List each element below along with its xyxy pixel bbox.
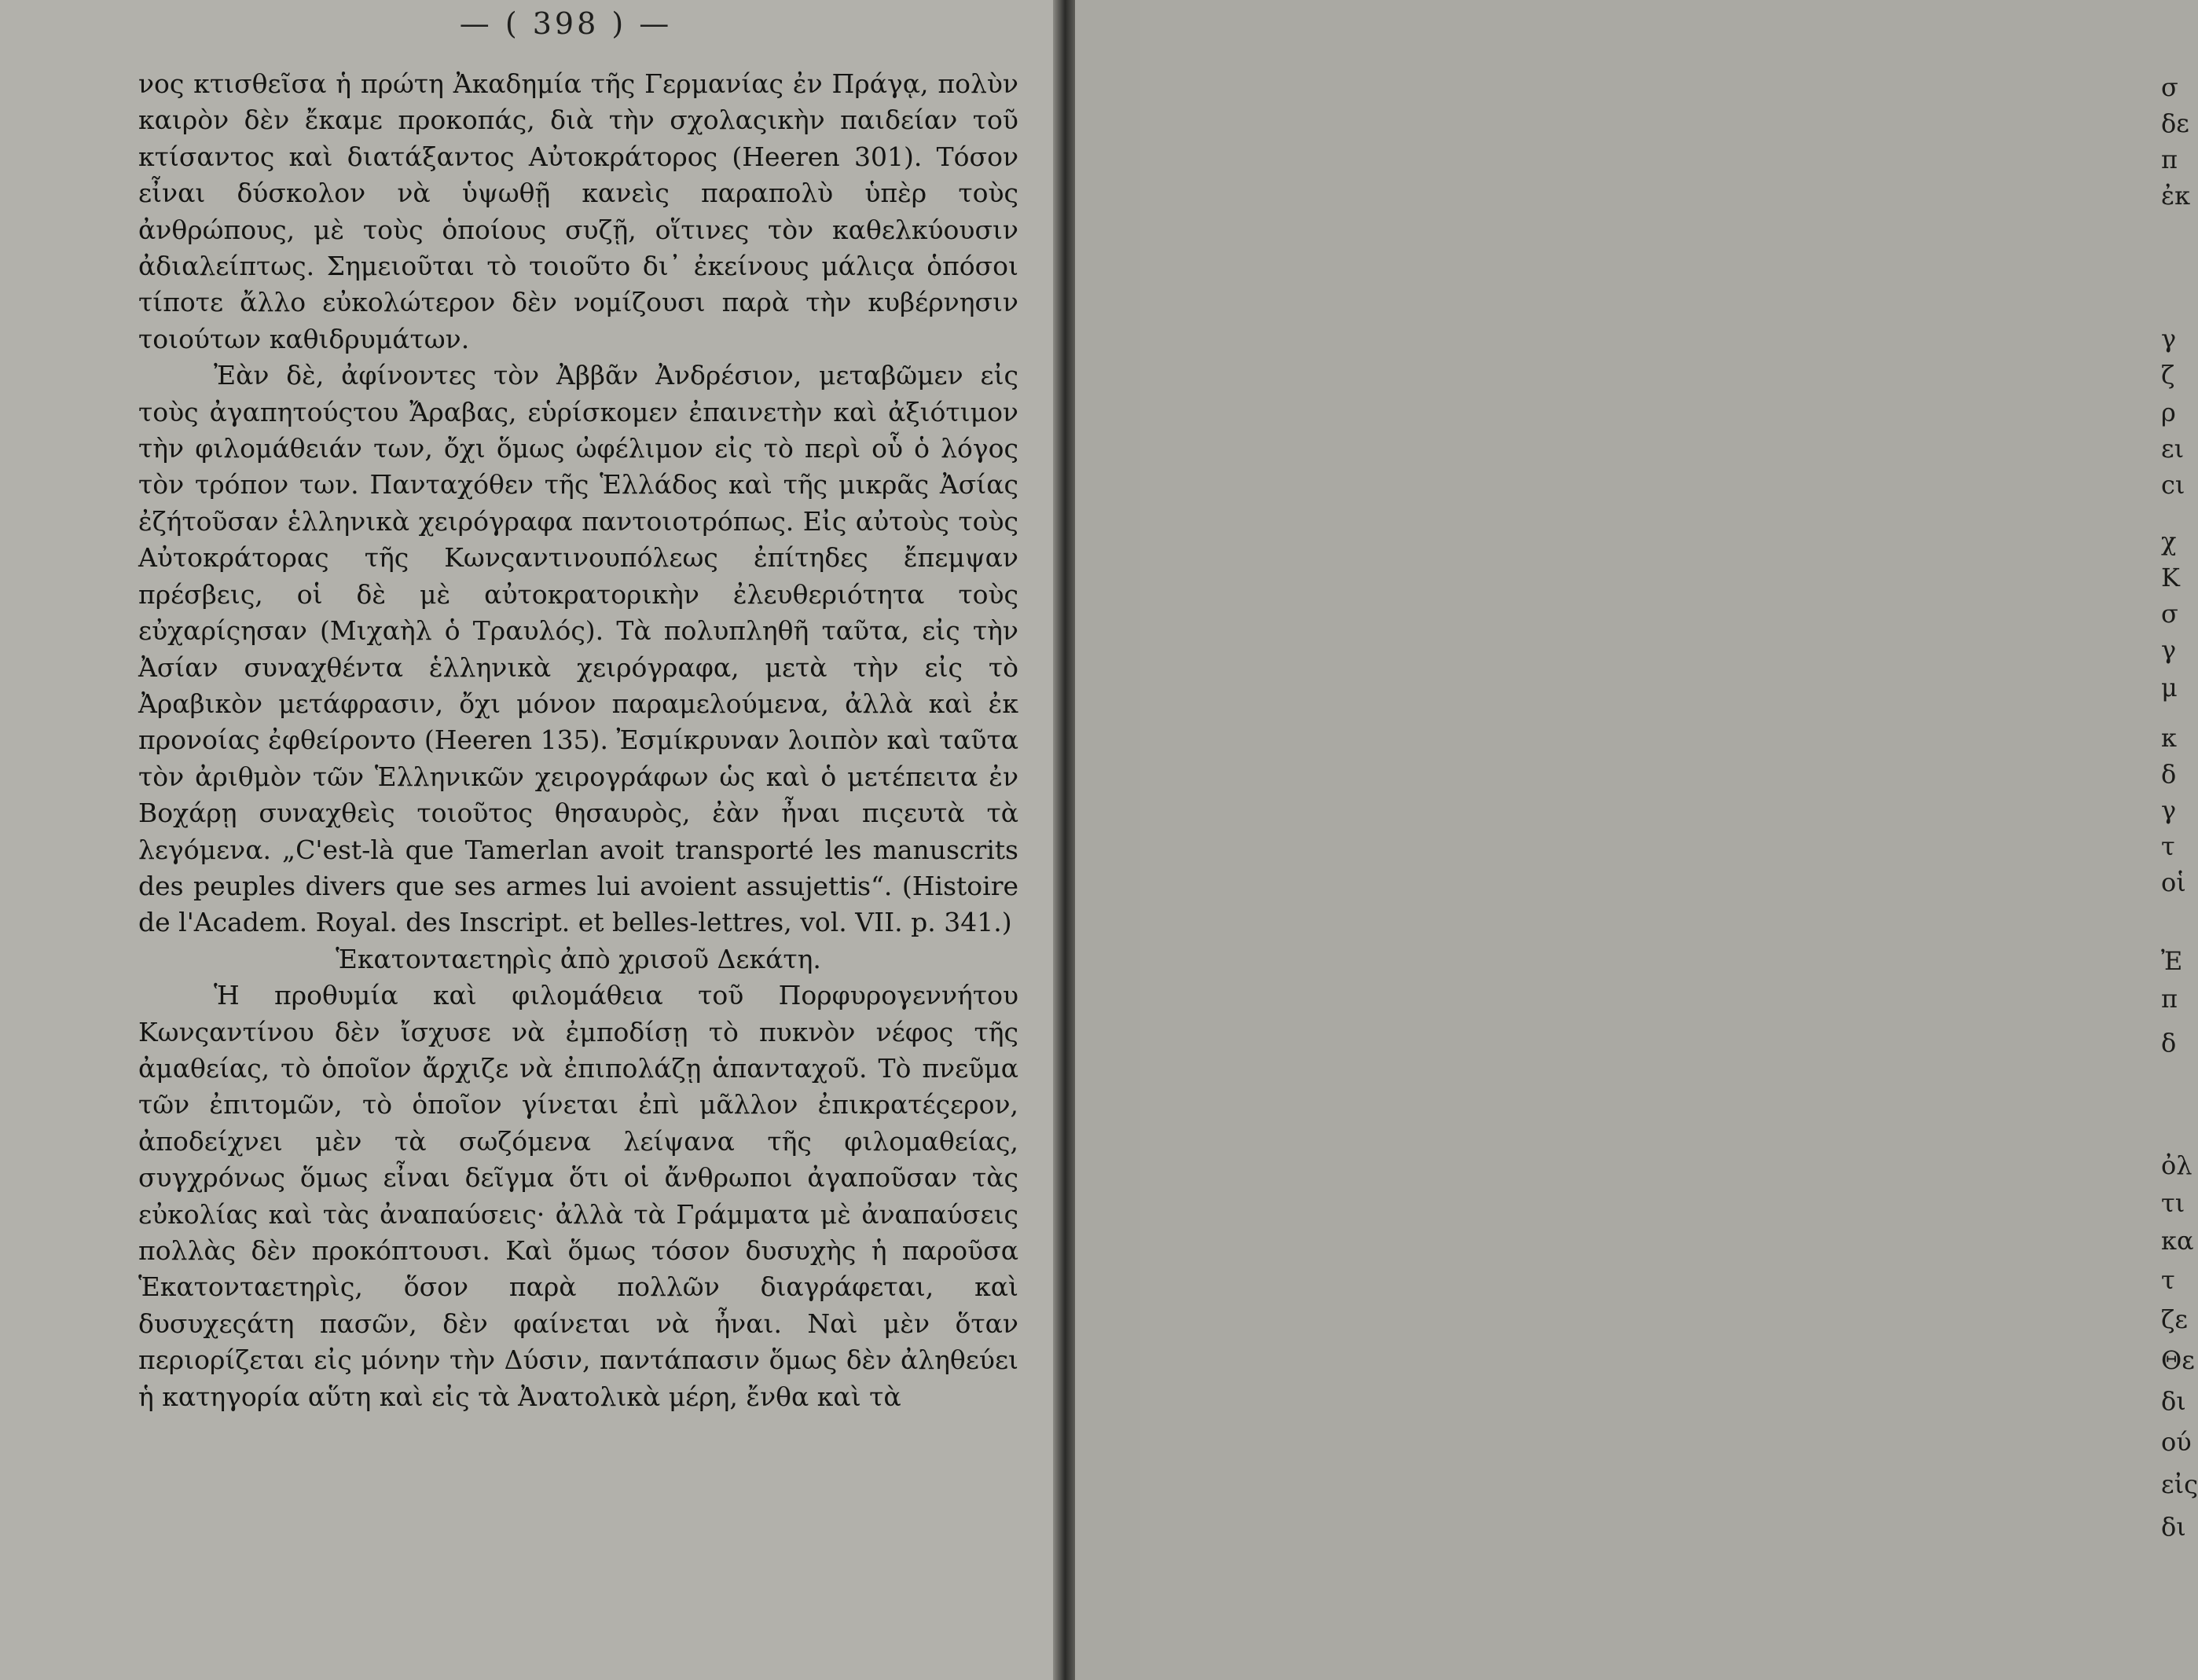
- margin-fragment: Κ: [2161, 563, 2180, 592]
- margin-fragment: οἱ: [2161, 868, 2186, 897]
- margin-fragment: π: [2161, 145, 2178, 174]
- margin-fragment: γ: [2161, 324, 2177, 354]
- page-number: — ( 398 ) —: [459, 6, 673, 41]
- margin-fragment: ρ: [2161, 398, 2176, 427]
- margin-fragment: σ: [2161, 599, 2178, 629]
- margin-fragment: τ: [2161, 831, 2175, 861]
- margin-fragment: cι: [2161, 470, 2185, 500]
- margin-fragment: Ἐ: [2161, 946, 2183, 976]
- paragraph-1: νος κτισθεῖσα ἡ πρώτη Ἀκαδημία τῆς Γερμανίας ἐν Πράγᾳ, πολὺν καιρὸν δὲν ἔκαμε προκοπάς, διὰ τὴν σχολαςικὴν παιδείαν τοῦ κτίσαντος καὶ διατάξαντος Αὐτοκράτορος (Heeren 301). Τόσον εἶναι δύσκολον νὰ ὑψωθῇ κανεὶς παραπολὺ ὑπὲρ τοὺς ἀνθρώπους, μὲ τοὺς ὁποίους συζῇ, οἵτινες τὸν καθελκύουσιν ἀδιαλείπτως. Σημειοῦται τὸ τοιοῦτο δι᾽ ἐκείνους μάλιςα ὁπόσοι τίποτε ἄλλο εὐκολώτερον δὲν νομίζουσι παρὰ τὴν κυβέρνησιν τοιούτων καθιδρυμάτων.: [138, 68, 1018, 354]
- margin-fragment: χ: [2161, 526, 2177, 556]
- adjacent-page-edge: [1075, 0, 2198, 1680]
- margin-fragment: ού: [2161, 1427, 2192, 1457]
- book-page: [0, 0, 1069, 1680]
- margin-fragment: Θε: [2161, 1345, 2195, 1375]
- margin-fragment: κ: [2161, 723, 2177, 753]
- text-block: [138, 66, 1018, 1415]
- margin-fragment: π: [2161, 984, 2178, 1014]
- margin-fragment: ζ: [2161, 360, 2175, 390]
- margin-fragment: ζε: [2161, 1304, 2188, 1334]
- book-gutter: [1053, 0, 1075, 1680]
- margin-fragment: κα: [2161, 1226, 2194, 1256]
- margin-fragment: ὀλ: [2161, 1150, 2192, 1180]
- margin-fragment: σ: [2161, 72, 2178, 102]
- margin-fragment: δ: [2161, 759, 2177, 789]
- margin-fragment: δ: [2161, 1028, 2177, 1058]
- margin-fragment: δε: [2161, 108, 2189, 138]
- margin-fragment: μ: [2161, 673, 2178, 702]
- margin-fragment: τ: [2161, 1265, 2175, 1295]
- paragraph-2: Ἐὰν δὲ, ἀφίνοντες τὸν Ἀββᾶν Ἀνδρέσιον, μεταβῶμεν εἰς τοὺς ἀγαπητούςτου Ἄραβας, εὑρίσκομεν ἐπαινετὴν καὶ ἀξιότιμον τὴν φιλομάθειάν των, ὄχι ὅμως ὠφέλιμον εἰς τὸ περὶ οὗ ὁ λόγος τὸν τρόπον των. Πανταχόθεν τῆς Ἑλλάδος καὶ τῆς μικρᾶς Ἀσίας ἐζήτοῦσαν ἑλληνικὰ χειρόγραφα παντοιοτρόπως. Εἰς αὐτοὺς τοὺς Αὐτοκράτορας τῆς Κωνςαντινουπόλεως ἐπίτηδες ἔπεμψαν πρέσβεις, οἱ δὲ μὲ αὐτοκρατορικὴν ἐλευθεριότητα τοὺς εὐχαρίςησαν (Μιχαὴλ ὁ Τραυλός). Τὰ πολυπληθῆ ταῦτα, εἰς τὴν Ἀσίαν συναχθέντα ἑλληνικὰ χειρόγραφα, μετὰ τὴν εἰς τὸ Ἀραβικὸν μετάφρασιν, ὄχι μόνον παραμελούμενα, ἀλλὰ καὶ ἐκ προνοίας ἐφθείροντο (Heeren 135). Ἐσμίκρυναν λοιπὸν καὶ ταῦτα τὸν ἀριθμὸν τῶν Ἑλληνικῶν χειρογράφων ὡς καὶ ὁ μετέπειτα ἐν Βοχάρῃ συναχθεὶς τοιοῦτος θησαυρὸς, ἐὰν ἦναι πιςευτὰ τὰ λεγόμενα. „C'est-là que Tamerlan avoit transporté les manuscrits des peuples divers que ses armes lui avoient assujettis“. (Histoire de l'Academ. Royal. des Inscript. et belles-lettres, vol. VII. p. 341.): [138, 360, 1018, 938]
- margin-fragment: ἐκ: [2161, 181, 2191, 211]
- margin-fragment: εἰς: [2161, 1469, 2198, 1499]
- margin-fragment: δι: [2161, 1512, 2186, 1542]
- margin-fragment: γ: [2161, 635, 2177, 665]
- margin-fragment: δι: [2161, 1386, 2186, 1416]
- paragraph-3: Ἡ προθυμία καὶ φιλομάθεια τοῦ Πορφυρογεννήτου Κωνςαντίνου δὲν ἴσχυσε νὰ ἐμποδίσῃ τὸ πυκνὸν νέφος τῆς ἀμαθείας, τὸ ὁποῖον ἄρχιζε νὰ ἐπιπολάζῃ ἁπανταχοῦ. Τὸ πνεῦμα τῶν ἐπιτομῶν, τὸ ὁποῖον γίνεται ἐπὶ μᾶλλον ἐπικρατέςερον, ἀποδείχνει μὲν τὰ σωζόμενα λείψανα τῆς φιλομαθείας, συγχρόνως ὅμως εἶναι δεῖγμα ὅτι οἱ ἄνθρωποι ἀγαποῦσαν τὰς εὐκολίας καὶ τὰς ἀναπαύσεις· ἀλλὰ τὰ Γράμματα μὲ ἀναπαύσεις πολλὰς δὲν προκόπτουσι. Καὶ ὅμως τόσον δυσυχὴς ἡ παροῦσα Ἑκατονταετηρὶς, ὅσον παρὰ πολλῶν διαγράφεται, καὶ δυσυχεςάτη πασῶν, δὲν φαίνεται νὰ ἦναι. Ναὶ μὲν ὅταν περιορίζεται εἰς μόνην τὴν Δύσιν, παντάπασιν ὅμως δὲν ἀληθεύει ἡ κατηγορία αὕτη καὶ εἰς τὰ Ἀνατολικὰ μέρη, ἔνθα καὶ τὰ: [138, 980, 1018, 1412]
- margin-fragment: ει: [2161, 434, 2185, 464]
- section-heading: Ἑκατονταετηρὶς ἀπὸ χρισοῦ Δεκάτη.: [336, 943, 821, 974]
- margin-fragment: τι: [2161, 1188, 2185, 1218]
- margin-fragment: γ: [2161, 795, 2177, 825]
